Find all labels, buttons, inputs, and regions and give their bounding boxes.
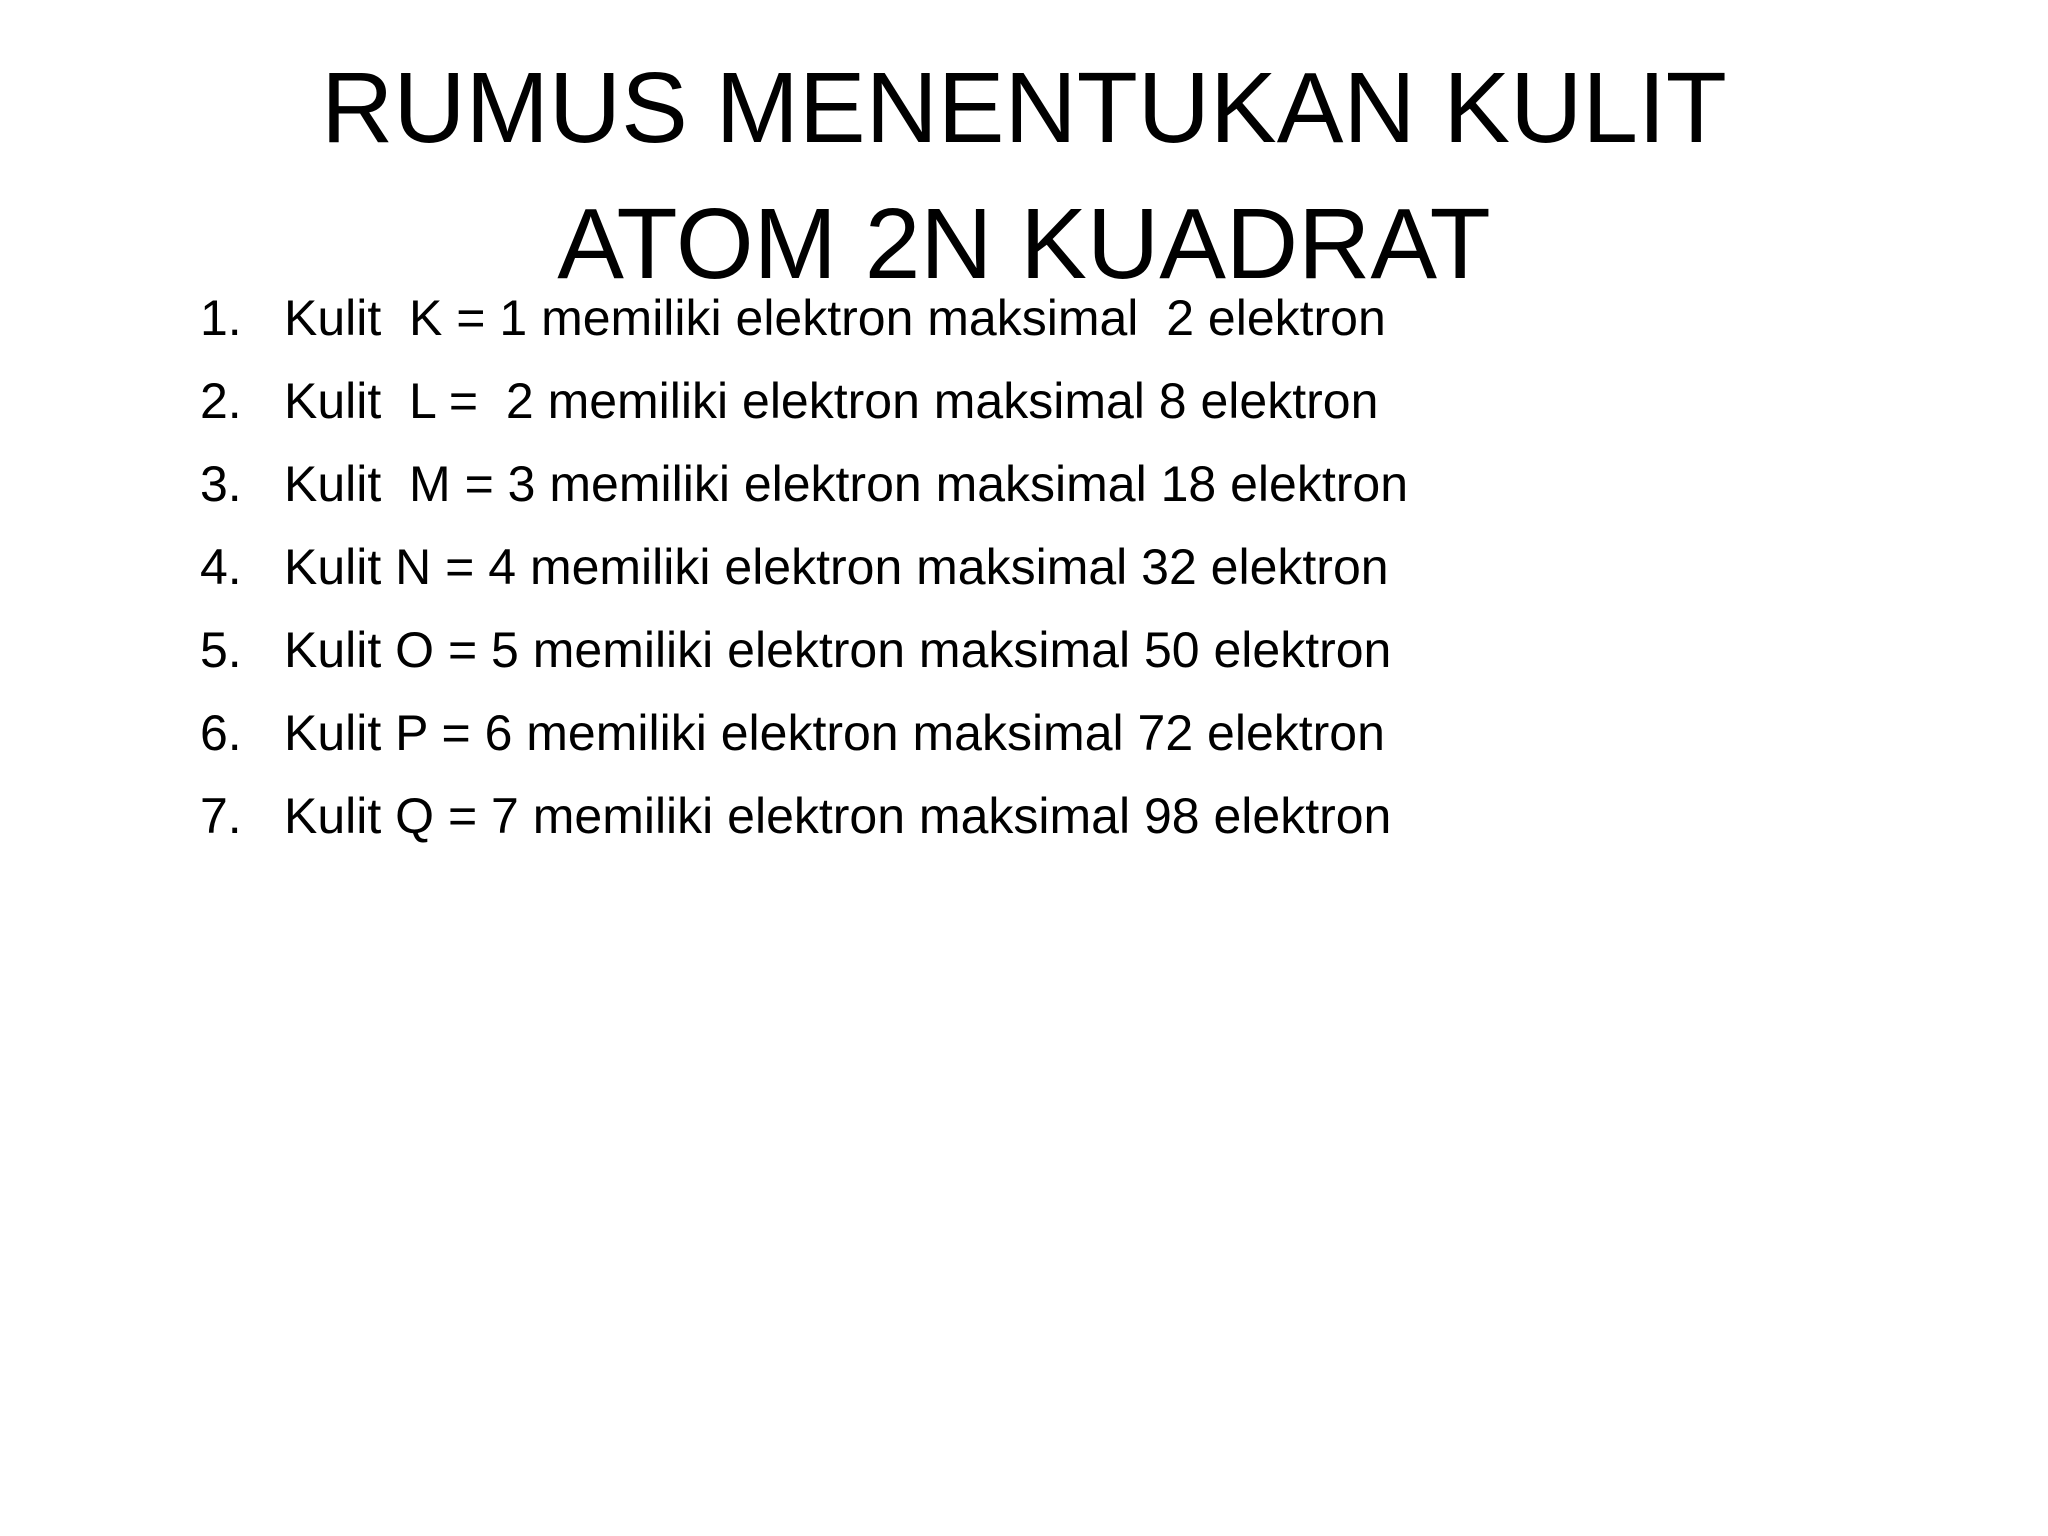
list-item [200,700,1900,783]
list-item [200,617,1900,700]
list-item-text: Kulit M = 3 memiliki elektron maksimal 18 elektron [284,456,1408,512]
list-item [200,783,1900,866]
list-item-text: Kulit P = 6 memiliki elektron maksimal 72 elektron [284,705,1385,761]
list-item-number: 6. [200,705,242,761]
slide-title-line-1: RUMUS MENENTUKAN KULIT [321,52,1727,164]
list-item-number: 5. [200,622,242,678]
list-item [200,285,1900,368]
list-item-text: Kulit O = 5 memiliki elektron maksimal 50 elektron [284,622,1392,678]
list-item-text: Kulit Q = 7 memiliki elektron maksimal 98 elektron [284,788,1392,844]
list-item-text: Kulit N = 4 memiliki elektron maksimal 32 elektron [284,539,1389,595]
list-item-number: 1. [200,290,242,346]
list-item [200,534,1900,617]
list-item-number: 7. [200,788,242,844]
list-item-number: 3. [200,456,242,512]
list-item-number: 4. [200,539,242,595]
list-item-text: Kulit K = 1 memiliki elektron maksimal 2 elektron [284,290,1386,346]
list-item [200,368,1900,451]
slide-title-line-2: ATOM 2N KUADRAT [557,188,1491,300]
shell-list [200,285,1900,866]
list-item-number: 2. [200,373,242,429]
slide-title [0,40,2048,312]
list-item [200,451,1900,534]
list-item-text: Kulit L = 2 memiliki elektron maksimal 8 elektron [284,373,1379,429]
